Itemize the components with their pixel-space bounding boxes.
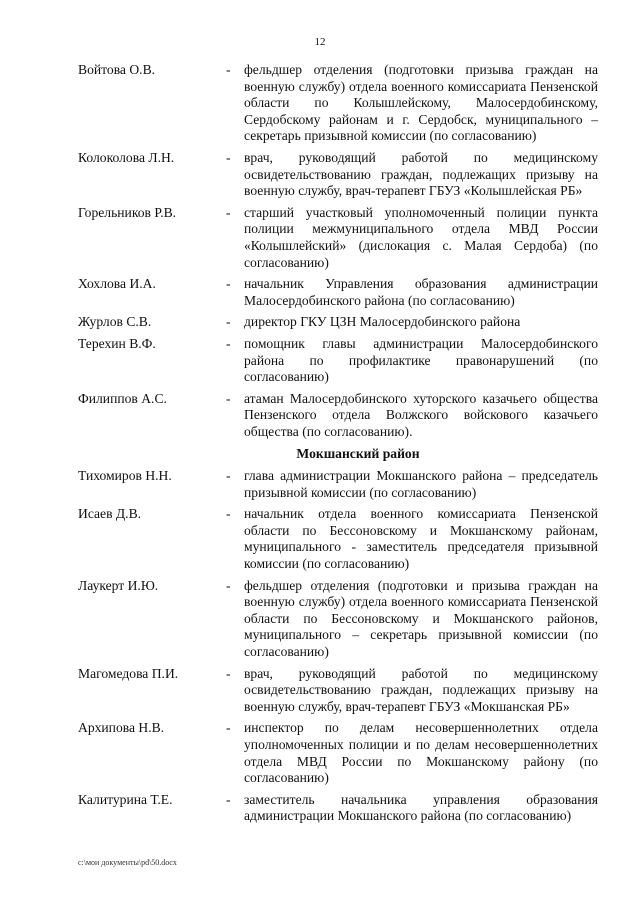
member-position: директор ГКУ ЦЗН Малосердобинского района <box>244 314 521 330</box>
dash: - <box>226 149 231 165</box>
member-row <box>78 314 598 331</box>
member-row <box>78 792 598 825</box>
dash: - <box>226 720 231 736</box>
member-name: Калитурина Т.Е. <box>78 791 173 807</box>
member-name: Тихомиров Н.Н. <box>78 468 172 484</box>
dash: - <box>226 665 231 681</box>
section-title: Мокшанский район <box>296 446 420 462</box>
member-row <box>78 578 598 661</box>
member-row <box>78 205 598 271</box>
member-name: Лаукерт И.Ю. <box>78 577 159 593</box>
member-row <box>78 506 598 572</box>
member-row <box>78 62 598 145</box>
member-name: Терехин В.Ф. <box>78 335 156 351</box>
member-position: заместитель начальника управления образования администрации Мокшанского района (по согласованию) <box>244 791 598 824</box>
dash: - <box>226 791 231 807</box>
member-name: Магомедова П.И. <box>78 665 179 681</box>
dash: - <box>226 276 231 292</box>
member-name: Архипова Н.В. <box>78 720 165 736</box>
dash: - <box>226 335 231 351</box>
member-position: начальник Управления образования администрации Малосердобинского района (по согласованию) <box>244 276 598 308</box>
member-position: старший участковый уполномоченный полиции пункта полиции межмуниципального отдела МВД России «Колышлейский» (дислокация с. Малая Сердоба) (по согласованию) <box>244 204 598 270</box>
dash: - <box>226 577 231 593</box>
member-row <box>78 336 598 386</box>
member-name: Филиппов А.С. <box>78 390 167 406</box>
member-name: Войтова О.В. <box>78 62 156 77</box>
dash: - <box>226 204 231 220</box>
member-position: глава администрации Мокшанского района – председатель призывной комиссии (по согласованию) <box>244 468 598 500</box>
member-position: атаман Малосердобинского хуторского казачьего общества Пензенского отдела Волжского войскового казачьего общества (по согласованию). <box>244 390 598 439</box>
member-row <box>78 150 598 200</box>
member-name: Исаев Д.В. <box>78 506 142 522</box>
file-path-footer: c:\мои документы\рd\50.docx <box>78 858 177 867</box>
member-position: фельдшер отделения (подготовки и призыва граждан на военную службу) отдела военного комиссариата Пензенской области по Бессоновскому и Мокшанского районов, муниципального – секретарь призывной комиссии (по согласованию) <box>244 577 598 659</box>
page-number: 12 <box>314 36 326 48</box>
member-row <box>78 391 598 441</box>
member-row <box>78 720 598 786</box>
dash: - <box>226 468 231 484</box>
member-row <box>78 468 598 501</box>
member-position: врач, руководящий работой по медицинскому освидетельствованию граждан, подлежащих призыву на военную службу, врач-терапевт ГБУЗ «Мокшанская РБ» <box>244 665 598 714</box>
member-position: фельдшер отделения (подготовки призыва граждан на военную службу) отдела военного комиссариата Пензенской области по Колышлейскому, Малосердобинскому, Сердобскому районам и г. Сердобск, муниципального – секретарь призывной комиссии (по согласованию) <box>244 62 598 144</box>
commission-list-mokshan <box>78 468 598 825</box>
member-row <box>78 276 598 309</box>
dash: - <box>226 506 231 522</box>
dash: - <box>226 314 231 330</box>
member-position: помощник главы администрации Малосердобинского района по профилактике правонарушений (по согласованию) <box>244 335 598 385</box>
member-position: начальник отдела военного комиссариата Пензенской области по Бессоновскому и Мокшанскому районам, муниципального - заместитель председателя призывной комиссии (по согласованию) <box>244 506 598 572</box>
member-name: Журлов С.В. <box>78 314 152 330</box>
commission-list <box>78 62 598 440</box>
member-row <box>78 666 598 716</box>
document-body <box>78 62 598 830</box>
member-position: врач, руководящий работой по медицинскому освидетельствованию граждан, подлежащих призыву на военную службу, врач-терапевт ГБУЗ «Колышлейская РБ» <box>244 149 598 199</box>
member-name: Хохлова И.А. <box>78 276 156 292</box>
member-position: инспектор по делам несовершеннолетних отдела уполномоченных полиции и по делам несовершеннолетних отдела МВД России по Мокшанскому району (по согласованию) <box>244 720 598 786</box>
member-name: Колоколова Л.Н. <box>78 149 175 165</box>
member-name: Горельников Р.В. <box>78 204 177 220</box>
dash: - <box>226 390 231 406</box>
dash: - <box>226 62 231 77</box>
